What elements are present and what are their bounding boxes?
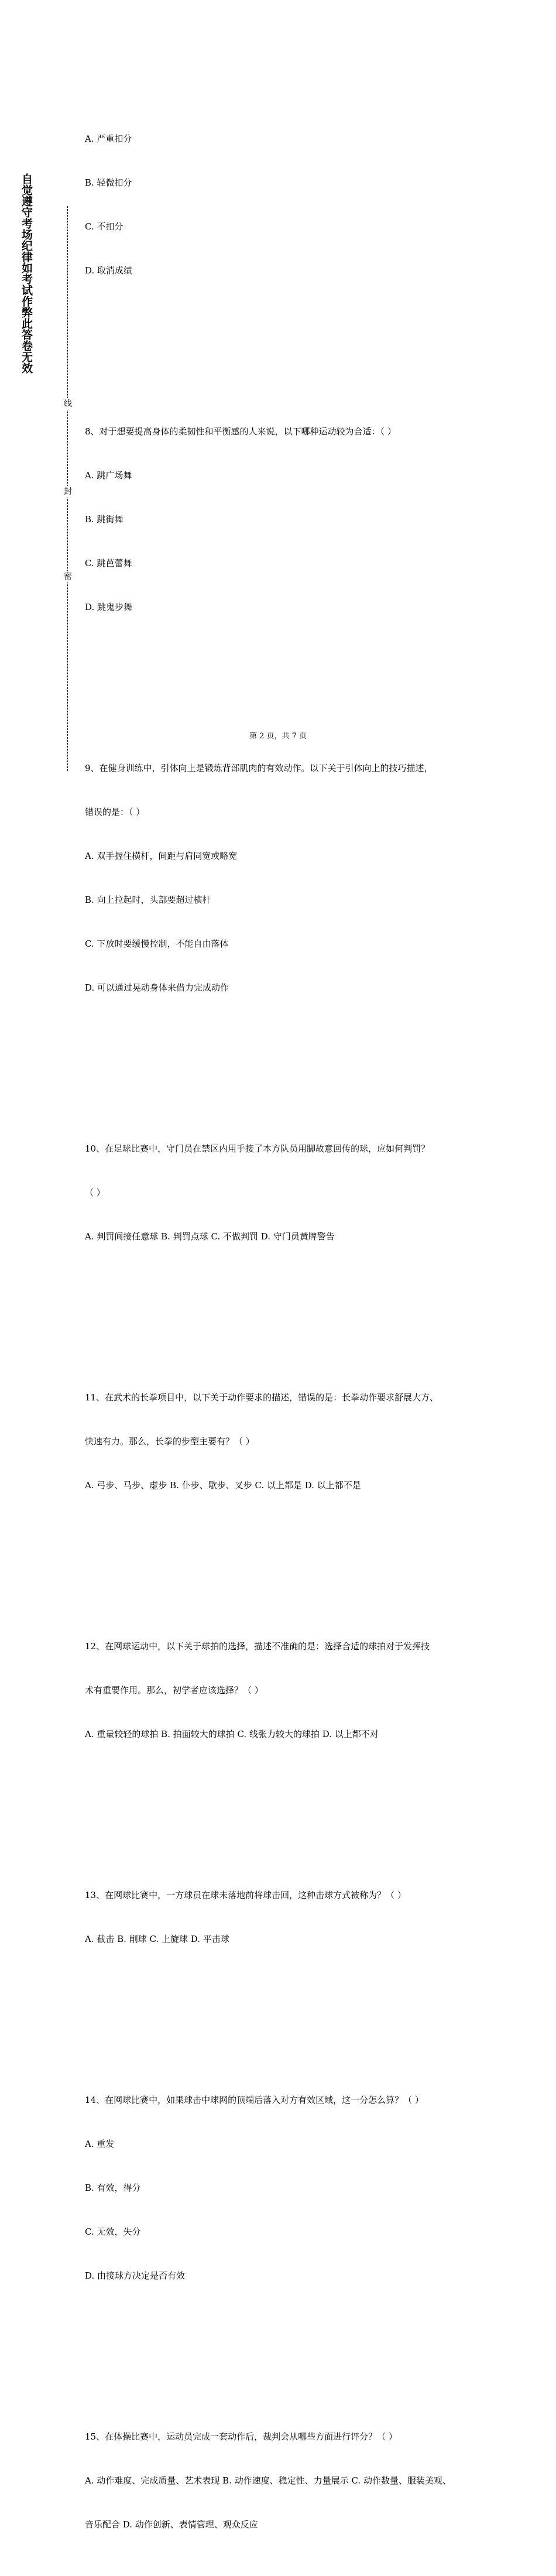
question-11 [85, 1361, 483, 1522]
question-stem-line-1: 9、在健身训练中，引体向上是锻炼背部肌肉的有效动作。以下关于引体向上的技巧描述， [85, 763, 433, 773]
question-stem-line-1: 12、在网球运动中，以下关于球拍的选择，描述不准确的是：选择合适的球拍对于发挥技 [85, 1641, 430, 1652]
option-b: B. 向上拉起时，头部要超过横杆 [85, 895, 211, 905]
option-a: A. 双手握住横杆，间距与肩同宽或略宽 [85, 851, 238, 861]
question-13 [85, 1859, 483, 1976]
question-stem-line-1: 11、在武术的长拳项目中，以下关于动作要求的描述，错误的是：长拳动作要求舒展大方、 [85, 1392, 439, 1403]
question-stem-line-2: （ ） [85, 1187, 105, 1198]
question-stem: 13、在网球比赛中，一方球员在球未落地前将球击回，这种击球方式被称为？（ ） [85, 1890, 406, 1900]
question-stem: 14、在网球比赛中，如果球击中球网的顶端后落入对方有效区域，这一分怎么算？（ ） [85, 2095, 424, 2105]
question-content [85, 73, 483, 2576]
option-c: C. 下放时要缓慢控制，不能自由落体 [85, 938, 229, 949]
seal-mark-feng: 封 [62, 486, 74, 498]
exam-discipline-notice: 自觉遵守考场纪律如考试作弊此答卷无效 [20, 173, 33, 374]
question-stem-line-2: 错误的是：（ ） [85, 807, 145, 817]
option-b: B. 跳街舞 [85, 514, 123, 525]
option-b: B. 轻微扣分 [85, 177, 132, 188]
seal-mark-xian: 线 [62, 398, 74, 410]
option-d: D. 取消成绩 [85, 265, 133, 276]
question-14 [85, 2064, 483, 2313]
question-stem-line-2: 术有重要作用。那么，初学者应该选择？（ ） [85, 1685, 263, 1695]
option-a: A. 跳广场舞 [85, 470, 132, 481]
question-stem-line-1: 10、在足球比赛中，守门员在禁区内用手接了本方队员用脚故意回传的球，应如何判罚？ [85, 1143, 430, 1154]
question-stem-line-2: 快速有力。那么，长拳的步型主要有？（ ） [85, 1436, 255, 1447]
options-line-1: A. 动作难度、完成质量、艺术表现 B. 动作速度、稳定性、力量展示 C. 动作数量、服装美观、 [85, 2475, 451, 2486]
option-a: A. 重发 [85, 2139, 115, 2149]
options-line: A. 重量较轻的球拍 B. 拍面较大的球拍 C. 线张力较大的球拍 D. 以上都不对 [85, 1729, 379, 1739]
question-7-options [85, 102, 483, 307]
question-8 [85, 395, 483, 644]
options-line: A. 弓步、马步、虚步 B. 仆步、歇步、叉步 C. 以上都是 D. 以上都不是 [85, 1480, 361, 1491]
option-d: D. 由接球方决定是否有效 [85, 2270, 186, 2281]
question-15 [85, 2400, 483, 2561]
option-d: D. 可以通过晃动身体来借力完成动作 [85, 982, 229, 993]
option-a: A. 严重扣分 [85, 133, 132, 144]
question-9 [85, 732, 483, 1025]
option-c: C. 跳芭蕾舞 [85, 558, 132, 568]
option-d: D. 跳鬼步舞 [85, 602, 133, 612]
question-stem: 8、对于想要提高身体的柔韧性和平衡感的人来说，以下哪种运动较为合适：（ ） [85, 426, 396, 437]
question-10 [85, 1112, 483, 1273]
page-number: 第 2 页，共 7 页 [249, 732, 307, 741]
options-line-2: 音乐配合 D. 动作创新、表情管理、观众反应 [85, 2519, 258, 2530]
options-line: A. 截击 B. 削球 C. 上旋球 D. 平击球 [85, 1934, 229, 1944]
option-c: C. 不扣分 [85, 221, 123, 232]
options-line: A. 判罚间接任意球 B. 判罚点球 C. 不做判罚 D. 守门员黄牌警告 [85, 1231, 335, 1242]
question-stem: 15、在体操比赛中，运动员完成一套动作后，裁判会从哪些方面进行评分？（ ） [85, 2431, 397, 2442]
option-b: B. 有效，得分 [85, 2183, 141, 2193]
option-c: C. 无效，失分 [85, 2226, 141, 2237]
question-12 [85, 1610, 483, 1771]
seal-mark-mi: 密 [62, 571, 74, 583]
